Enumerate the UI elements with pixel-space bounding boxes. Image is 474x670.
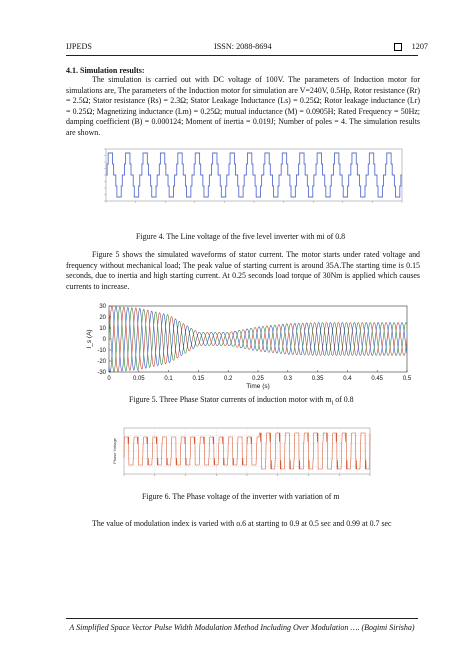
- paragraph-3: [66, 519, 420, 530]
- figure-4-plot: [80, 145, 410, 220]
- fig5-x-tick-label: 0.15: [192, 376, 205, 382]
- fig5-x-tick-label: 0.5: [402, 376, 412, 382]
- figure-5-caption-main: Figure 5. Three Phase Stator currents of induction motor with m: [129, 395, 332, 404]
- fig5-x-tick-label: 0.45: [371, 376, 384, 382]
- fig6-y-axis-label: Phase Voltage: [112, 438, 117, 464]
- fig5-y-tick-label: -30: [97, 370, 106, 376]
- header-rule: [66, 55, 418, 56]
- figure-5-plot: [85, 302, 415, 392]
- figure-4: [80, 145, 410, 220]
- section-heading: 4.1. Simulation results:: [66, 66, 145, 75]
- checkbox-icon: [394, 43, 402, 51]
- page-number: 1207: [411, 42, 428, 51]
- fig5-y-tick-label: -20: [97, 359, 106, 365]
- paragraph-2: [66, 250, 420, 292]
- fig5-x-tick-label: 0.05: [132, 376, 145, 382]
- figure-5-caption-sub: i: [331, 400, 334, 407]
- fig5-y-tick-label: 0: [102, 337, 106, 343]
- fig5-x-tick-label: 0.3: [283, 376, 292, 382]
- page-number-wrap: [394, 42, 428, 51]
- fig5-y-tick-label: 10: [99, 326, 106, 332]
- journal-name: IJPEDS: [66, 42, 92, 51]
- fig5-x-tick-label: 0.1: [164, 376, 173, 382]
- page-footer: A Simplified Space Vector Pulse Width Modulation Method Including Over Modulation …. (Bogimi Sirisha): [69, 623, 415, 632]
- fig5-x-tick-label: 0.25: [252, 376, 264, 382]
- figure-5: [85, 302, 415, 392]
- paragraph-1-text: The simulation is carried out with DC voltage of 100V. The parameters of Induction motor for simulations are, The parameters of the Induction motor for simulation are V=240V, 0.5Hp, Rotor resistance (Rr) = 2.5Ω; Stator resistance (Rs) = 2.3Ω; Stator Leakage Inductance (Ls) = 0.25Ω; Rotor leakage inductance (Lr) = 0.25Ω; Magnetizing inductance (Lm) = 0.25Ω; mutual inductance (M) = 0.0905H; Rated Frequency = 50Hz; damping coefficient (B) = 0.000124; Moment of inertia = 0.019J; Number of poles = 4. The simulation results are shown.: [66, 75, 420, 137]
- footer-rule: [66, 618, 418, 619]
- fig5-x-tick-label: 0.2: [224, 376, 233, 382]
- fig5-x-axis-label: Time (s): [246, 383, 270, 390]
- figure-5-caption-tail: of 0.8: [333, 395, 354, 404]
- fig5-x-tick-label: 0: [107, 376, 111, 382]
- paragraph-1: [66, 75, 420, 139]
- issn: ISSN: 2088-8694: [214, 42, 272, 51]
- paragraph-2-text: Figure 5 shows the simulated waveforms of stator current. The motor starts under rated voltage and frequency without mechanical load; The peak value of starting current is around 35A.The starting time is 0.15 seconds, due to inertia and high starting current. At 0.25 seconds load torque of 30Nm is applied which causes currents to increase.: [66, 250, 420, 291]
- fig5-y-tick-label: 30: [99, 304, 106, 310]
- fig5-y-tick-label: -10: [97, 348, 106, 354]
- figure-6: [110, 425, 380, 487]
- figure-6-caption: Figure 6. The Phase voltage of the inverter with variation of m: [142, 492, 340, 501]
- page-header: [66, 42, 428, 56]
- figure-6-plot: [110, 425, 380, 487]
- fig5-x-tick-label: 0.35: [311, 376, 324, 382]
- figure-4-caption: Figure 4. The Line voltage of the five level inverter with mi of 0.8: [136, 232, 346, 241]
- figure-5-caption: [129, 395, 354, 407]
- fig5-y-axis-label: I_s (A): [86, 329, 93, 349]
- fig5-y-tick-label: 20: [99, 315, 106, 321]
- fig5-x-tick-label: 0.4: [343, 376, 352, 382]
- paragraph-3-text: The value of modulation index is varied with o.6 at starting to 0.9 at 0.5 sec and 0.99 at 0.7 sec: [92, 519, 392, 528]
